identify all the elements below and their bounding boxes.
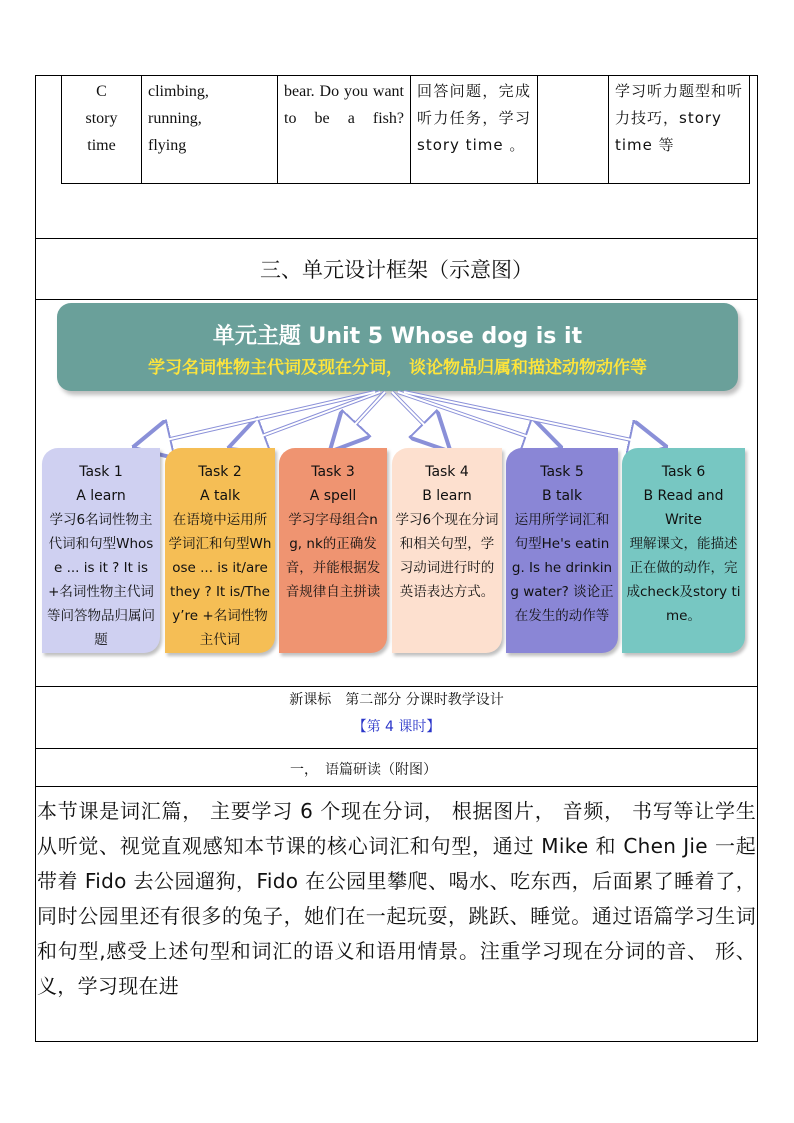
unit-theme-subtitle: 学习名词性物主代词及现在分词， 谈论物品归属和描述动物动作等 — [148, 358, 647, 378]
unit-theme-title: 单元主题 Unit 5 Whose dog is it — [212, 324, 583, 349]
task-card-2: Task 2 A talk 在语境中运用所学词汇和句型Whose ... is it/are they ? It is/They’re +名词性物主代词 — [165, 448, 275, 653]
part-title: 新课标 第二部分 分课时教学设计 — [289, 692, 504, 708]
task-card-6: Task 6 B Read and Write 理解课文，能描述正在做的动作，完成check及story time。 — [622, 448, 745, 653]
table-cell-sentence: bear. Do you want to be a fish? — [278, 76, 411, 184]
table-row — [62, 76, 750, 184]
unit-theme-box — [57, 303, 738, 391]
section-title: 三、单元设计框架（示意图） — [260, 257, 533, 282]
reading-paragraph: 本节课是词汇篇， 主要学习 6 个现在分词， 根据图片， 音频， 书写等让学生从听觉、视觉直观感知本节课的核心词汇和句型，通过 Mike 和 Chen Jie 一起带着 Fido 去公园遛狗，Fido 在公园里攀爬、喝水、吃东西，后面累了睡着了，同时公园里还有很多的兔子，她们在一起玩耍，跳跃、睡觉。通过语篇学习生词和句型,感受上述句型和词汇的语义和语用情景。注重学习现在分词的音、 形、义，学习现在进 — [37, 799, 756, 998]
table-cell-skills: 学习听力题型和听力技巧，story time 等 — [609, 76, 750, 184]
reading-title: 一， 语篇研读（附图） — [290, 762, 437, 778]
task-card-1: Task 1 A learn 学习6名词性物主代词和句型Whose ... is it ? It is +名词性物主代词等问答物品归属问题 — [42, 448, 160, 653]
task-card-3: Task 3 A spell 学习字母组合ng, nk的正确发音，并能根据发音规律自主拼读 — [279, 448, 387, 653]
divider — [35, 748, 758, 749]
table-cell-task: 回答问题，完成听力任务，学习 story time 。 — [411, 76, 538, 184]
divider — [35, 686, 758, 687]
lesson-label: 【第 4 课时】 — [352, 719, 441, 735]
table-cell-empty — [538, 76, 609, 184]
divider — [35, 786, 758, 787]
divider — [35, 299, 758, 300]
task-card-4: Task 4 B learn 学习6个现在分词和相关句型，学习动词进行时的英语表达方式。 — [392, 448, 502, 653]
table-cell-c-story-time: C story time — [62, 76, 142, 184]
top-table — [61, 75, 750, 184]
table-cell-actions: climbing, running, flying — [142, 76, 278, 184]
task-card-5: Task 5 B talk 运用所学词汇和句型He's eating. Is he drinking water? 谈论正在发生的动作等 — [506, 448, 618, 653]
